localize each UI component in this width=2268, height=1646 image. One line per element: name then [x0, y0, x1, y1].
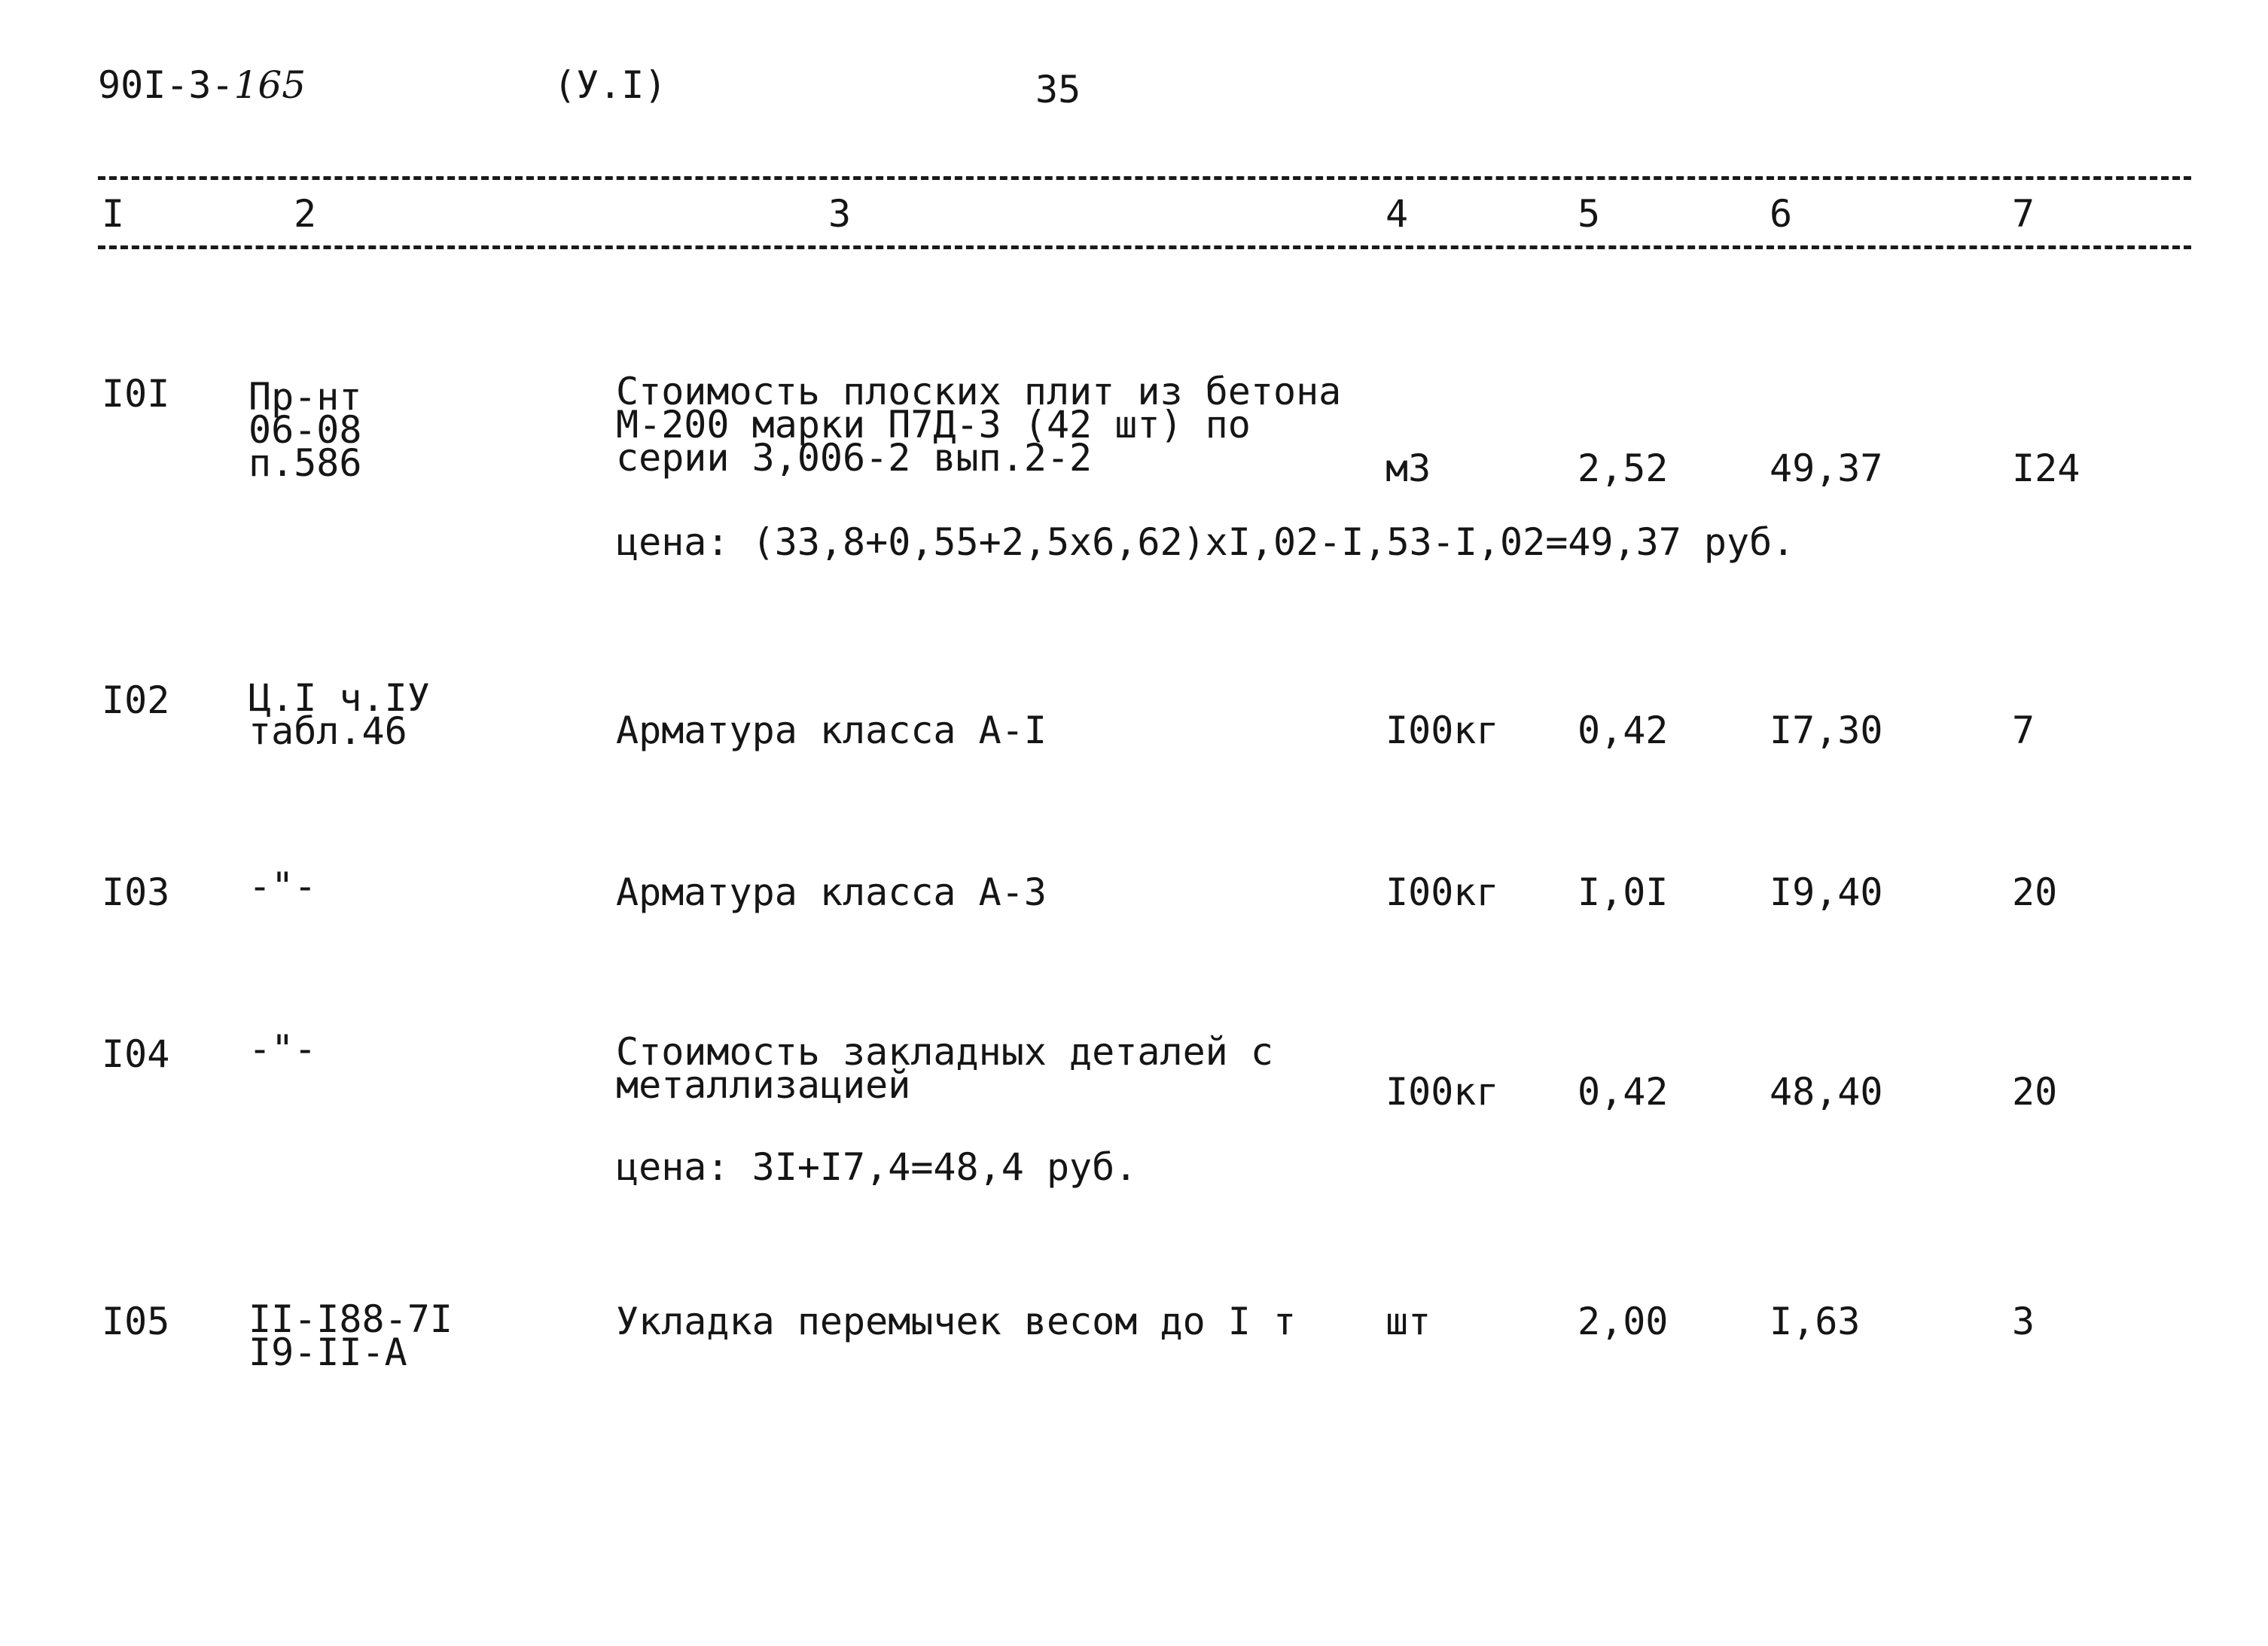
row-total: I24: [2012, 447, 2081, 490]
row-quantity: I,0I: [1578, 870, 1669, 914]
row-unit: I00кг: [1385, 709, 1499, 752]
row-price-note: цена: (33,8+0,55+2,5х6,62)хI,02-I,53-I,02=49,37 руб.: [616, 520, 1795, 564]
column-header-3: 3: [828, 192, 852, 236]
row-reference: [248, 676, 430, 753]
row-description: [616, 370, 1342, 480]
row-reference-line: Пр-нт: [248, 375, 362, 419]
row-total: 20: [2012, 870, 2058, 914]
row-description-line: Стоимость закладных деталей с: [616, 1030, 1273, 1074]
row-number: I0I: [102, 372, 170, 416]
row-unit-price: I7,30: [1770, 709, 1883, 752]
row-description: Укладка перемычек весом до I т: [616, 1300, 1297, 1343]
document-code: [98, 63, 306, 107]
row-unit: м3: [1385, 447, 1431, 490]
row-number: I05: [102, 1300, 170, 1343]
row-reference-line: п.586: [248, 441, 362, 485]
column-header-6: 6: [1770, 192, 1793, 236]
row-description: [616, 1030, 1273, 1107]
row-unit: I00кг: [1385, 870, 1499, 914]
page-number: 35: [1035, 68, 1081, 111]
row-unit-price: 49,37: [1770, 447, 1883, 490]
row-total: 20: [2012, 1070, 2058, 1114]
row-description-line: М-200 марки П7Д-3 (42 шт) по: [616, 403, 1251, 447]
column-header-7: 7: [2012, 192, 2035, 236]
column-header-5: 5: [1578, 192, 1601, 236]
row-reference-line: табл.46: [248, 709, 407, 753]
column-header-4: 4: [1385, 192, 1409, 236]
row-unit-price: I,63: [1770, 1300, 1861, 1343]
row-description-line: металлизацией: [616, 1063, 911, 1107]
row-description: Арматура класса А-I: [616, 709, 1047, 752]
row-description-line: серии 3,006-2 вып.2-2: [616, 436, 1093, 480]
row-quantity: 2,00: [1578, 1300, 1669, 1343]
row-price-note: цена: 3I+I7,4=48,4 руб.: [616, 1145, 1138, 1189]
column-header-2: 2: [294, 192, 317, 236]
document-code-handwritten: 165: [233, 63, 306, 107]
row-description: Арматура класса А-3: [616, 870, 1047, 914]
row-quantity: 0,42: [1578, 709, 1669, 752]
row-reference: -"-: [248, 1027, 317, 1071]
row-reference: [248, 375, 362, 485]
row-reference-line: II-I88-7I: [248, 1297, 453, 1341]
row-number: I03: [102, 870, 170, 914]
row-reference-line: 06-08: [248, 408, 362, 452]
row-total: 7: [2012, 709, 2035, 752]
section-label: (У.I): [553, 63, 667, 107]
row-reference: -"-: [248, 864, 317, 908]
document-code-printed: 90I-3-: [98, 63, 234, 107]
row-number: I04: [102, 1032, 170, 1076]
row-reference: [248, 1297, 453, 1374]
row-unit-price: 48,40: [1770, 1070, 1883, 1114]
row-unit: I00кг: [1385, 1070, 1499, 1114]
row-unit-price: I9,40: [1770, 870, 1883, 914]
row-unit: шт: [1385, 1300, 1431, 1343]
header-bottom-rule: [98, 245, 2191, 249]
row-description-line: Стоимость плоских плит из бетона: [616, 370, 1342, 413]
row-quantity: 0,42: [1578, 1070, 1669, 1114]
row-quantity: 2,52: [1578, 447, 1669, 490]
row-number: I02: [102, 678, 170, 722]
row-total: 3: [2012, 1300, 2035, 1343]
row-reference-line: I9-II-А: [248, 1331, 407, 1374]
column-header-1: I: [102, 192, 125, 236]
header-top-rule: [98, 176, 2191, 180]
row-reference-line: Ц.I ч.IУ: [248, 676, 430, 720]
